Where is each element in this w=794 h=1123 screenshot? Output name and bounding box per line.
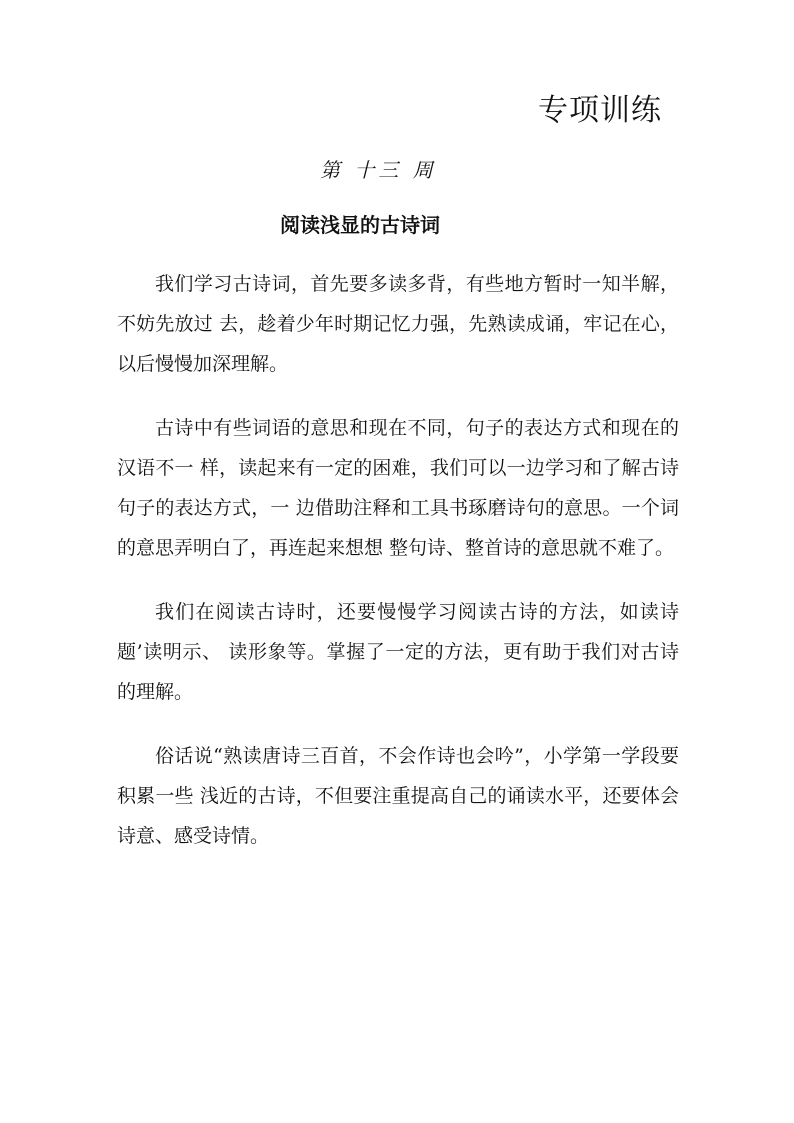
paragraph: 俗话说“熟读唐诗三百首，不会作诗也会吟”，小学第一学段要积累一些 浅近的古诗，不但要注重提高自己的诵读水平，还要体会诗意、感受诗情。 bbox=[117, 745, 679, 847]
paragraph: 我们学习古诗词，首先要多读多背，有些地方暂时一知半解，不妨先放过 去，趁着少年时期记忆力强，先熟读成诵，牢记在心，以后慢慢加深理解。 bbox=[117, 273, 679, 375]
week-label: 第 十三 周 bbox=[320, 158, 437, 182]
body-text bbox=[117, 264, 679, 880]
section-title: 阅读浅显的古诗词 bbox=[280, 213, 440, 237]
document-title: 专项训练 bbox=[538, 93, 662, 128]
paragraph: 古诗中有些词语的意思和现在不同，句子的表达方式和现在的汉语不一 样，读起来有一定的困难，我们可以一边学习和了解古诗句子的表达方式，一 边借助注释和工具书琢磨诗句的意思。一个词的意思弄明白了，再连起来想想 整句诗、整首诗的意思就不难了。 bbox=[117, 417, 679, 559]
paragraph: 我们在阅读古诗时，还要慢慢学习阅读古诗的方法，如读诗题’读明示、 读形象等。掌握了一定的方法，更有助于我们对古诗的理解。 bbox=[117, 601, 679, 703]
